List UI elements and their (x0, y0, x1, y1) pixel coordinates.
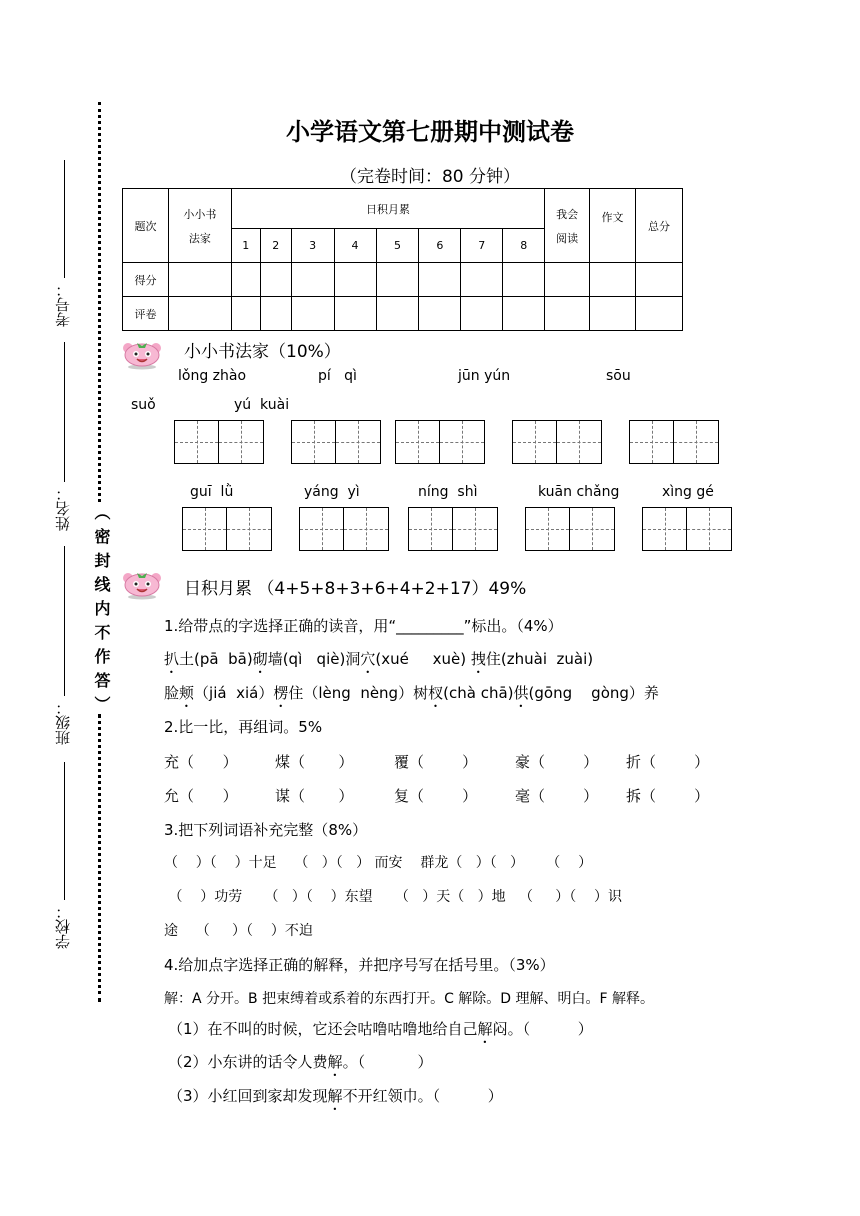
subcol-5: 5 (376, 229, 419, 263)
score-table (122, 188, 683, 331)
writing-grid[interactable] (408, 507, 498, 551)
text-segment: （jiá xiá） (194, 684, 274, 702)
subcol-6: 6 (419, 229, 461, 263)
score-cell[interactable] (636, 263, 683, 297)
text-segment: 脸 (164, 684, 180, 702)
cartoon-face-icon (120, 340, 164, 370)
q2-title: 2.比一比，再组词。5% (164, 718, 323, 736)
subcol-7: 7 (461, 229, 503, 263)
q4-explanation: 解：A 分开。B 把束缚着或系着的东西打开。C 解除。D 理解、明白。F 解释。 (164, 991, 655, 1007)
writing-grid[interactable] (291, 420, 381, 464)
school-label: 学校： (54, 904, 72, 949)
dotted-char: 解 (327, 1053, 343, 1071)
class-label: 班级： (54, 700, 72, 745)
review-cell[interactable] (168, 297, 231, 331)
review-cell[interactable] (260, 297, 291, 331)
dotted-char: 楞 (273, 684, 289, 702)
dotted-char: 解 (327, 1087, 343, 1105)
writing-grid[interactable] (174, 420, 264, 464)
writing-grid[interactable] (629, 420, 719, 464)
pinyin-label: yú kuài (234, 397, 290, 413)
writing-grid[interactable] (512, 420, 602, 464)
header-essay: 作文 (590, 189, 636, 263)
page-title: 小学语文第七册期中测试卷 (286, 118, 574, 146)
score-cell[interactable] (545, 263, 590, 297)
score-cell[interactable] (168, 263, 231, 297)
row-score-label: 得分 (123, 263, 169, 297)
pinyin-label: xìng gé (662, 484, 714, 500)
pinyin-label: sōu (606, 368, 631, 384)
school-line (64, 762, 65, 900)
pinyin-label: jūn yún (458, 368, 511, 384)
pinyin-label: níng shì (418, 484, 478, 500)
section2-title: 日积月累 （4+5+8+3+6+4+2+17）49% (184, 579, 527, 599)
review-cell[interactable] (503, 297, 545, 331)
dotted-char: 穴 (360, 650, 376, 668)
score-cell[interactable] (231, 263, 260, 297)
q4-item: （3）小红回到家却发现解不开红领巾。（ ） (168, 1087, 503, 1105)
q2-item: 煤（ ） (275, 753, 354, 771)
score-cell[interactable] (419, 263, 461, 297)
score-cell[interactable] (376, 263, 419, 297)
q2-item: 复（ ） (394, 787, 478, 805)
score-cell[interactable] (334, 263, 376, 297)
seal-text: （密封线内不作答） (92, 504, 111, 720)
writing-grid[interactable] (299, 507, 389, 551)
q1-title: 1.给带点的字选择正确的读音，用“_________”标出。（4%） (164, 617, 563, 635)
q2-item: 拆（ ） (626, 787, 710, 805)
pinyin-label: pí qì (318, 368, 357, 384)
pinyin-label: guī lǜ (190, 484, 234, 500)
writing-grid[interactable] (395, 420, 485, 464)
review-cell[interactable] (545, 297, 590, 331)
text-segment: (xué xuè) (375, 650, 471, 668)
q2-item: 折（ ） (626, 753, 710, 771)
subcol-1: 1 (231, 229, 260, 263)
header-accumulation: 日积月累 (231, 189, 544, 229)
q2-item: 覆（ ） (394, 753, 478, 771)
q2-item: 充（ ） (164, 753, 238, 771)
dotted-char: 砌 (252, 650, 268, 668)
score-cell[interactable] (461, 263, 503, 297)
q3-line1: （ ）（ ）十足 （ ）（ ） 而安 群龙（ ）（ ） （ ） (164, 855, 593, 871)
subcol-8: 8 (503, 229, 545, 263)
subcol-4: 4 (334, 229, 376, 263)
dotted-char: 杈 (428, 684, 444, 702)
review-cell[interactable] (231, 297, 260, 331)
q3-title: 3.把下列词语补充完整（8%） (164, 821, 368, 839)
class-line (64, 546, 65, 696)
review-cell[interactable] (636, 297, 683, 331)
q1-line2 (164, 682, 659, 711)
pinyin-label: suǒ (131, 397, 156, 413)
text-segment: 树 (413, 684, 429, 702)
pinyin-label: yáng yì (304, 484, 360, 500)
review-cell[interactable] (334, 297, 376, 331)
dotted-char: 颊 (179, 684, 195, 702)
dotted-char: 解 (477, 1020, 493, 1038)
row-review-label: 评卷 (123, 297, 169, 331)
dotted-char: 拽 (470, 650, 486, 668)
text-segment: 墙(qì qiè) (267, 650, 346, 668)
text-segment: (gōng gòng）养 (528, 684, 659, 702)
score-cell[interactable] (260, 263, 291, 297)
header-topic: 题次 (123, 189, 169, 263)
subcol-3: 3 (291, 229, 334, 263)
writing-grid[interactable] (182, 507, 272, 551)
q4-item: （2）小东讲的话令人费解。（ ） (168, 1053, 433, 1071)
subcol-2: 2 (260, 229, 291, 263)
q1-line1 (164, 648, 593, 677)
dotted-char: 扒 (164, 650, 180, 668)
q4-item: （1）在不叫的时候，它还会咕噜咕噜地给自己解闷。（ ） (168, 1020, 593, 1038)
seal-dotted-line-bottom (98, 714, 101, 1002)
dotted-char: 供 (513, 684, 529, 702)
q2-item: 允（ ） (164, 787, 238, 805)
q2-item: 毫（ ） (515, 787, 599, 805)
q2-item: 豪（ ） (515, 753, 599, 771)
section1-title: 小小书法家（10%） (184, 342, 341, 362)
header-total: 总分 (636, 189, 683, 263)
text-segment: 住（lèng nèng） (288, 684, 414, 702)
header-reading: 我会 阅读 (545, 189, 590, 263)
exam-no-label: 考号： (54, 282, 72, 327)
pinyin-label: kuān chǎng (538, 484, 620, 500)
page-subtitle: （完卷时间：80 分钟） (339, 167, 521, 187)
review-cell[interactable] (291, 297, 334, 331)
q2-item: 谋（ ） (275, 787, 354, 805)
review-cell[interactable] (376, 297, 419, 331)
q3-line3: 途 （ ）（ ）不迫 (164, 923, 313, 939)
writing-grid[interactable] (642, 507, 732, 551)
pinyin-label: lǒng zhào (178, 368, 247, 384)
score-cell[interactable] (503, 263, 545, 297)
cartoon-face-icon (120, 570, 164, 600)
text-segment: 洞 (345, 650, 361, 668)
name-label: 姓名： (54, 486, 72, 531)
text-segment: 住(zhuài zuài) (485, 650, 594, 668)
name-line (64, 342, 65, 482)
score-cell[interactable] (590, 263, 636, 297)
header-calligraphy: 小小书 法家 (168, 189, 231, 263)
q3-line2: （ ）功劳 （ ）（ ）东望 （ ）天（ ）地 （ ）（ ）识 (164, 889, 623, 905)
review-cell[interactable] (419, 297, 461, 331)
text-segment: (chà chā) (443, 684, 514, 702)
review-cell[interactable] (590, 297, 636, 331)
writing-grid[interactable] (525, 507, 615, 551)
text-segment: 土(pā bā) (179, 650, 253, 668)
review-cell[interactable] (461, 297, 503, 331)
score-cell[interactable] (291, 263, 334, 297)
q4-title: 4.给加点字选择正确的解释，并把序号写在括号里。（3%） (164, 956, 555, 974)
